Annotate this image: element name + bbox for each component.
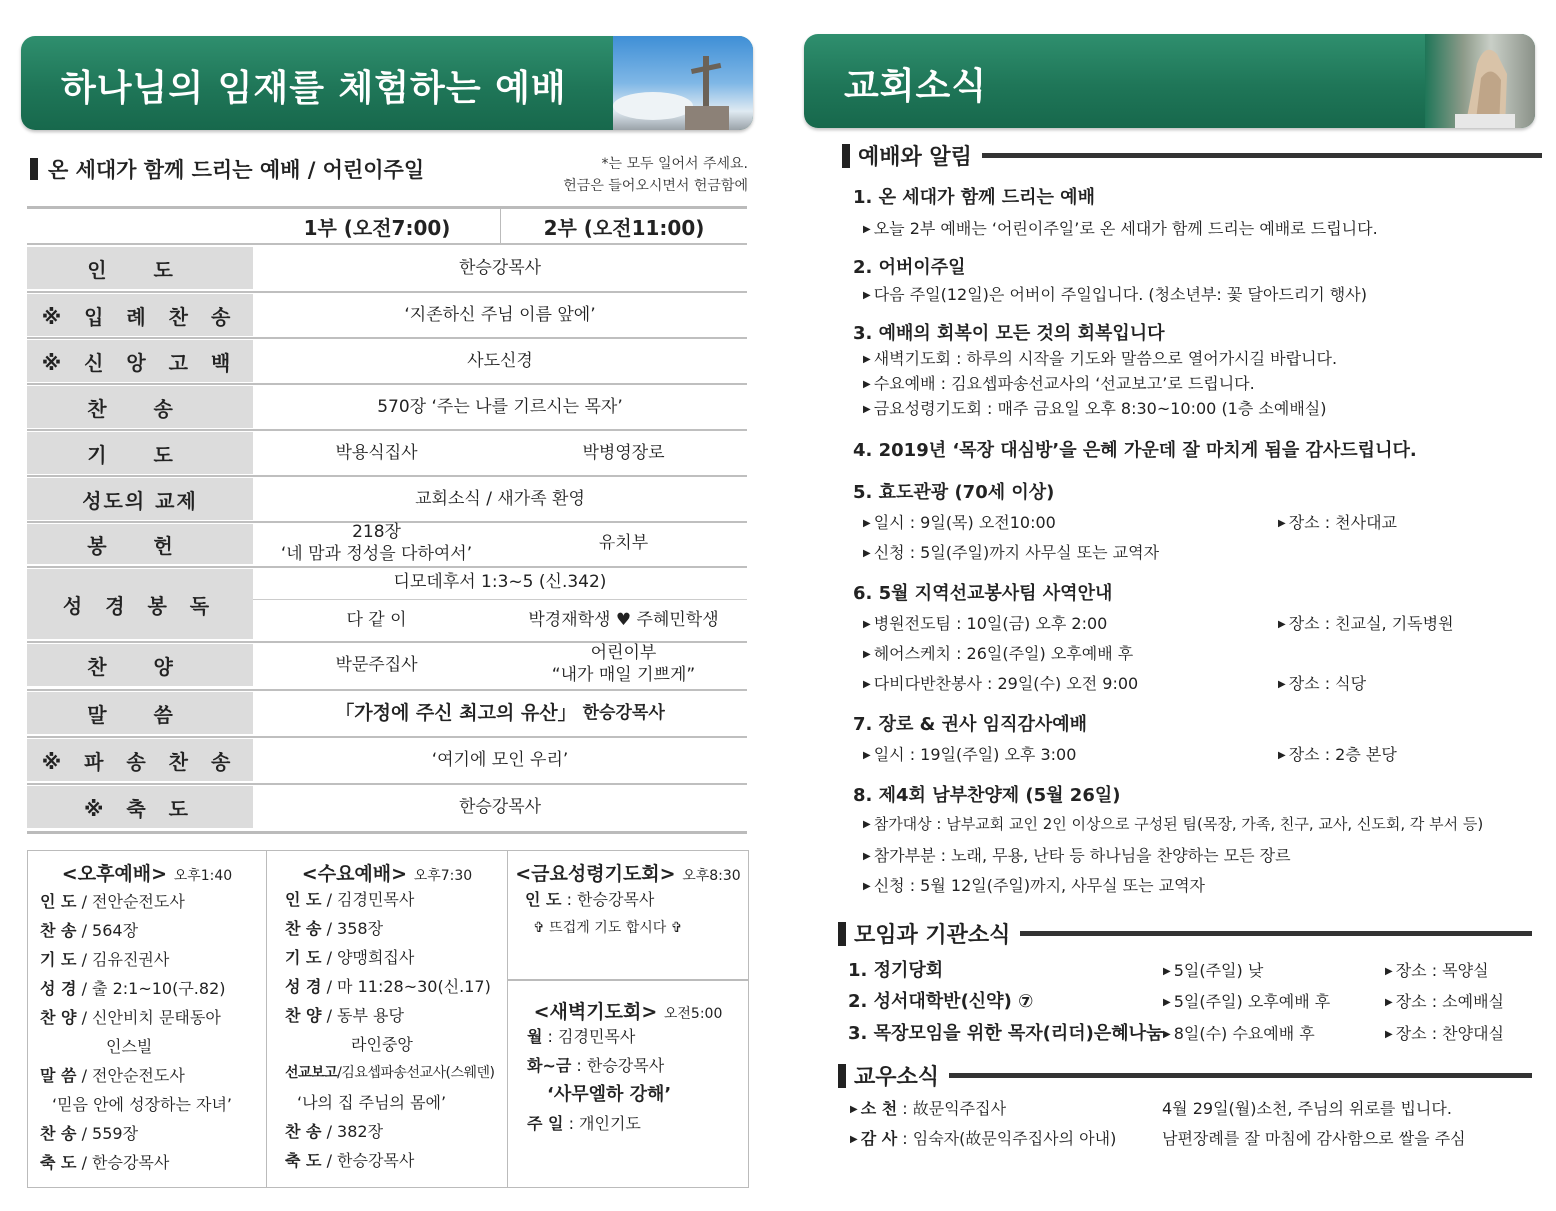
label-offering: 봉 헌 bbox=[27, 524, 253, 564]
news-8-line-1: ▶ 참가대상 : 남부교회 교인 2인 이상으로 구성된 팀(목장, 가족, 친구, 교사, 신도회, 각 부서 등) bbox=[863, 815, 1484, 833]
label-fellowship: 성도의 교제 bbox=[27, 478, 253, 520]
news-6-side-1: ▶ 장소 : 친교실, 기독병원 bbox=[1278, 614, 1454, 633]
members-heading: 교우소식 bbox=[838, 1060, 1532, 1091]
right-banner-title: 교회소식 bbox=[844, 66, 988, 107]
offering-hymn-title: ‘네 맘과 정성을 다하여서’ bbox=[280, 544, 473, 564]
wednesday-title: <수요예배> bbox=[301, 863, 408, 885]
value-praise-1: 박문주집사 bbox=[335, 655, 418, 675]
sermon-title: 「가정에 주신 최고의 유산」 bbox=[335, 702, 577, 724]
dawn-series: ‘사무엘하 강해’ bbox=[547, 1084, 672, 1105]
value-opening-hymn: ‘지존하신 주님 이름 앞에’ bbox=[404, 305, 596, 325]
news-2-title: 2. 어버이주일 bbox=[853, 257, 966, 278]
group-1-where: ▶ 장소 : 목양실 bbox=[1385, 961, 1489, 980]
friday-time: 오후8:30 bbox=[682, 868, 741, 884]
groups-heading: 모임과 기관소식 bbox=[838, 918, 1532, 949]
news-3-line-2: ▶ 수요예배 : 김요셉파송선교사의 ‘선교보고’로 드립니다. bbox=[863, 374, 1255, 393]
right-banner bbox=[804, 34, 1535, 128]
label-benediction: ※ 축 도 bbox=[27, 786, 253, 828]
news-7-line-1: ▶ 일시 : 19일(주일) 오후 3:00 bbox=[863, 745, 1077, 764]
value-creed: 사도신경 bbox=[467, 351, 533, 371]
afternoon-list: 인 도 / 전안순전도사 찬 송 / 564장 기 도 / 김유진권사 성 경 / 출 2:1~10(구.82) 찬 양 / 신안비치 문태동아 인스빌 말 씀 / 전안순전도사 ‘믿음 안에 성장하는 자녀’ 찬 송 / 559장 축 도 / 한승강목사 bbox=[40, 892, 232, 1172]
news-8-line-3: ▶ 신청 : 5월 12일(주일)까지, 사무실 또는 교역자 bbox=[863, 876, 1206, 895]
value-scripture-ref: 디모데후서 1:3~5 (신.342) bbox=[393, 572, 607, 592]
dawn-list: 월 : 김경민목사 화~금 : 한승강목사 ‘사무엘하 강해’ 주 일 : 개인기도 bbox=[527, 1027, 672, 1133]
news-2-line-1: ▶ 다음 주일(12일)은 어버이 주일입니다. (청소년부: 꽃 달아드리기 행사) bbox=[863, 285, 1367, 304]
afternoon-time: 오후1:40 bbox=[173, 868, 233, 884]
news-4-title: 4. 2019년 ‘목장 대심방’을 은혜 가운데 잘 마치게 됨을 감사드립니다. bbox=[853, 440, 1417, 461]
value-prayer-1: 박용식집사 bbox=[335, 443, 418, 463]
value-scripture-1: 다 같 이 bbox=[346, 610, 407, 630]
news-5-side-1: ▶ 장소 : 천사대교 bbox=[1278, 513, 1398, 532]
friday-title: <금요성령기도회> bbox=[515, 863, 676, 885]
value-fellowship: 교회소식 / 새가족 환영 bbox=[415, 489, 585, 509]
wednesday-list: 인 도 / 김경민목사 찬 송 / 358장 기 도 / 양맹희집사 성 경 / 마 11:28~30(신.17) 찬 양 / 동부 용당 라인중앙 선교보고/김요셉파송선교사(스웨덴) ‘나의 집 주님의 몸에’ 찬 송 / 382장 축 도 / 한승강목사 bbox=[285, 890, 495, 1170]
cross-photo bbox=[613, 36, 753, 130]
col-header-2: 2부 (오전11:00) bbox=[543, 216, 705, 240]
label-praise: 찬 양 bbox=[27, 644, 253, 686]
value-offering-2: 유치부 bbox=[598, 533, 649, 553]
label-hymn: 찬 송 bbox=[27, 386, 253, 428]
praise-choir: 어린이부 bbox=[590, 643, 657, 663]
group-2-title: 2. 성서대학반(신약) ⑦ bbox=[848, 991, 1034, 1012]
standing-note: *는 모두 일어서 주세요. 헌금은 들어오시면서 헌금함에 bbox=[563, 156, 748, 194]
worship-section-title: 온 세대가 함께 드리는 예배 / 어린이주일 bbox=[30, 154, 424, 184]
worship-news-heading: 예배와 알림 bbox=[842, 140, 1542, 171]
left-banner bbox=[21, 36, 753, 130]
group-3-where: ▶ 장소 : 찬양대실 bbox=[1385, 1024, 1505, 1043]
value-hymn: 570장 ‘주는 나를 기르시는 목자’ bbox=[377, 397, 623, 417]
news-6-title: 6. 5월 지역선교봉사팀 사역안내 bbox=[853, 583, 1113, 604]
offering-hymn-number: 218장 bbox=[352, 522, 401, 542]
member-1-msg: 4월 29일(월)소천, 주님의 위로를 빕니다. bbox=[1162, 1099, 1452, 1118]
news-3-line-1: ▶ 새벽기도회 : 하루의 시작을 기도와 말씀으로 열어가시길 바랍니다. bbox=[863, 349, 1338, 368]
value-leader: 한승강목사 bbox=[458, 258, 542, 278]
news-3-line-3: ▶ 금요성령기도회 : 매주 금요일 오후 8:30~10:00 (1층 소예배실) bbox=[863, 399, 1327, 418]
group-3-title: 3. 목장모임을 위한 목자(리더)은혜나눔 bbox=[848, 1023, 1164, 1044]
label-scripture: 성 경 봉 독 bbox=[27, 569, 253, 639]
col-header-1: 1부 (오전7:00) bbox=[303, 216, 451, 240]
news-6-side-3: ▶ 장소 : 식당 bbox=[1278, 674, 1367, 693]
friday-list: 인 도 : 한승강목사 ✞ 뜨겁게 기도 합시다 ✞ bbox=[525, 885, 682, 943]
news-5-title: 5. 효도관광 (70세 이상) bbox=[853, 482, 1055, 503]
group-3-when: ▶ 8일(수) 수요예배 후 bbox=[1163, 1024, 1315, 1043]
label-sermon: 말 씀 bbox=[27, 692, 253, 734]
dawn-time: 오전5:00 bbox=[663, 1006, 723, 1022]
praise-song: “내가 매일 기쁘게” bbox=[551, 665, 696, 685]
value-prayer-2: 박병영장로 bbox=[582, 443, 665, 463]
news-1-line-1: ▶ 오늘 2부 예배는 ‘어린이주일’로 온 세대가 함께 드리는 예배로 드립니다. bbox=[863, 219, 1378, 238]
value-offering-1 bbox=[253, 520, 500, 566]
wednesday-time: 오후7:30 bbox=[413, 868, 473, 884]
news-3-title: 3. 예배의 회복이 모든 것의 회복입니다 bbox=[853, 323, 1165, 344]
value-scripture-2: 박경재학생 ♥ 주혜민학생 bbox=[528, 610, 719, 630]
member-2: ▶ 감 사 : 임숙자(故문익주집사의 아내) bbox=[850, 1129, 1117, 1148]
news-6-line-2: ▶ 헤어스케치 : 26일(주일) 오후예배 후 bbox=[863, 644, 1134, 663]
label-prayer: 기 도 bbox=[27, 432, 253, 474]
left-banner-title: 하나님의 임재를 체험하는 예배 bbox=[61, 68, 567, 109]
label-creed: ※ 신 앙 고 백 bbox=[27, 340, 253, 382]
news-7-title: 7. 장로 & 권사 임직감사예배 bbox=[853, 714, 1088, 735]
news-5-line-1: ▶ 일시 : 9일(목) 오전10:00 bbox=[863, 513, 1056, 532]
member-1: ▶ 소 천 : 故문익주집사 bbox=[850, 1099, 1007, 1118]
news-8-line-2: ▶ 참가부분 : 노래, 무용, 난타 등 하나님을 찬양하는 모든 장르 bbox=[863, 846, 1291, 865]
news-1-title: 1. 온 세대가 함께 드리는 예배 bbox=[853, 187, 1095, 208]
group-2-when: ▶ 5일(주일) 오후예배 후 bbox=[1163, 992, 1331, 1011]
news-7-side-1: ▶ 장소 : 2층 본당 bbox=[1278, 745, 1397, 764]
label-sending-hymn: ※ 파 송 찬 송 bbox=[27, 739, 253, 781]
value-praise-2 bbox=[500, 640, 747, 688]
value-sending-hymn: ‘여기에 모인 우리’ bbox=[431, 750, 569, 770]
member-2-msg: 남편장례를 잘 마침에 감사함으로 쌀을 주심 bbox=[1162, 1129, 1466, 1148]
group-1-when: ▶ 5일(주일) 낮 bbox=[1163, 961, 1264, 980]
praying-hands-photo bbox=[1425, 34, 1535, 128]
value-sermon bbox=[253, 692, 747, 734]
news-6-line-1: ▶ 병원전도팀 : 10일(금) 오후 2:00 bbox=[863, 614, 1108, 633]
news-6-line-3: ▶ 다비다반찬봉사 : 29일(수) 오전 9:00 bbox=[863, 674, 1139, 693]
group-1-title: 1. 정기당회 bbox=[848, 960, 944, 981]
dawn-title: <새벽기도회> bbox=[533, 1001, 658, 1023]
afternoon-title: <오후예배> bbox=[61, 863, 168, 885]
label-leader: 인 도 bbox=[27, 247, 253, 289]
label-opening-hymn: ※ 입 례 찬 송 bbox=[27, 294, 253, 336]
friday-motto: ✞ 뜨겁게 기도 합시다 ✞ bbox=[533, 920, 683, 936]
news-8-title: 8. 제4회 남부찬양제 (5월 26일) bbox=[853, 785, 1121, 806]
news-5-line-2: ▶ 신청 : 5일(주일)까지 사무실 또는 교역자 bbox=[863, 543, 1160, 562]
value-benediction: 한승강목사 bbox=[458, 797, 542, 817]
group-2-where: ▶ 장소 : 소예배실 bbox=[1385, 992, 1505, 1011]
sermon-preacher: 한승강목사 bbox=[582, 703, 665, 723]
